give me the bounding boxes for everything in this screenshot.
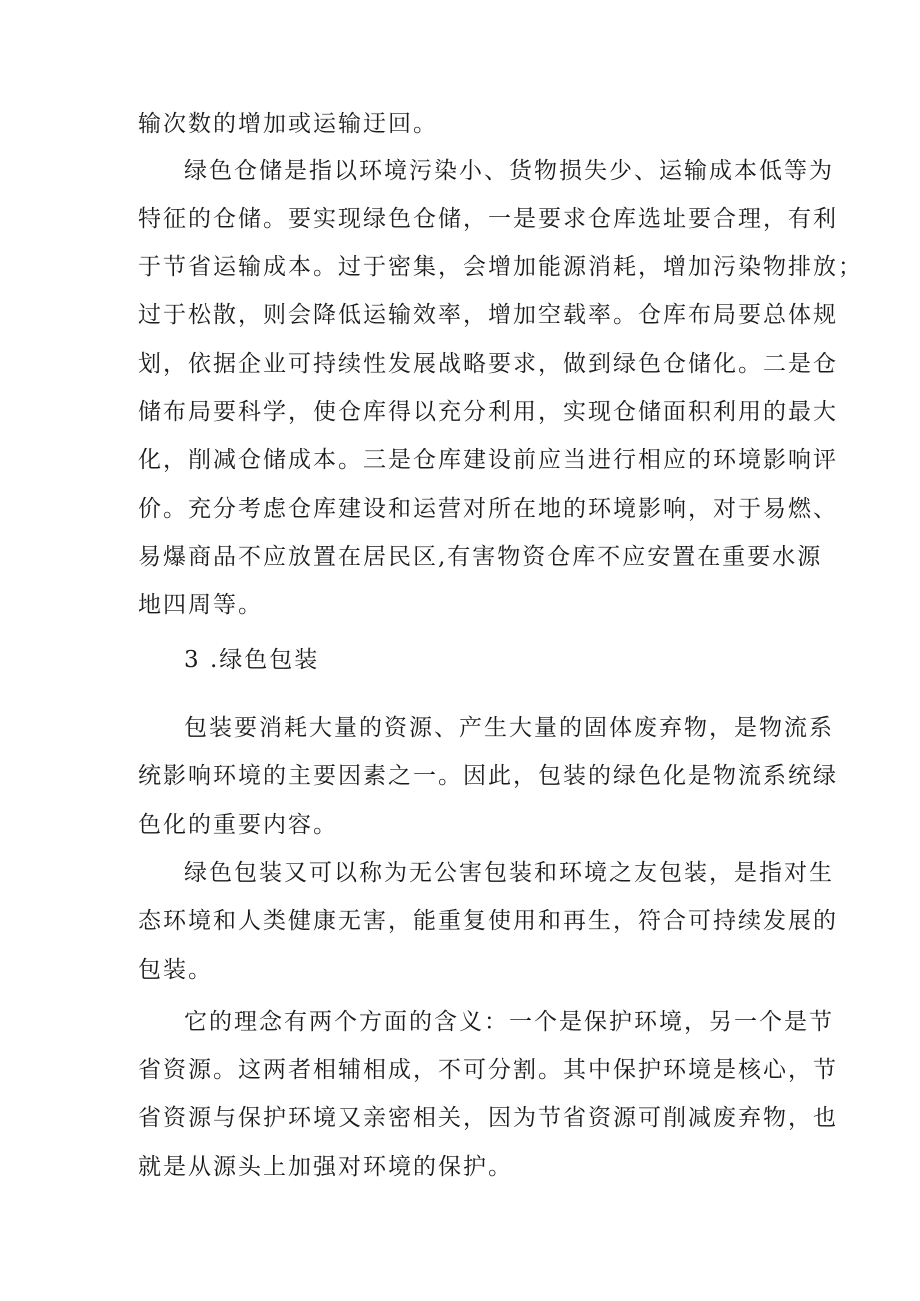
text-line: 态环境和人类健康无害，能重复使用和再生，符合可持续发展的 [138, 908, 838, 934]
text-line: 包装。 [138, 957, 213, 983]
text-line: 绿色包装又可以称为无公害包装和环境之友包装，是指对生 [184, 860, 834, 886]
text-line: 地四周等。 [138, 592, 263, 618]
text-line: 划，依据企业可持续性发展战略要求，做到绿色仓储化。二是仓 [138, 351, 838, 377]
text-line: 绿色仓储是指以环境污染小、货物损失少、运输成本低等为 [184, 158, 834, 184]
text-line: 包装要消耗大量的资源、产生大量的固体废弃物，是物流系 [184, 715, 834, 741]
text-line: 色化的重要内容。 [138, 812, 338, 838]
text-line: 储布局要科学，使仓库得以充分利用，实现仓储面积利用的最大 [138, 399, 838, 425]
text-line: 易爆商品不应放置在居民区,有害物资仓库不应安置在重要水源 [138, 544, 823, 570]
text-line: 统影响环境的主要因素之一。因此，包装的绿色化是物流系统绿 [138, 763, 838, 789]
text-line: 过于松散，则会降低运输效率，增加空载率。仓库布局要总体规 [138, 302, 838, 328]
text-line: 价。充分考虑仓库建设和运营对所在地的环境影响，对于易燃、 [138, 496, 838, 522]
text-line: 特征的仓储。要实现绿色仓储，一是要求仓库选址要合理，有利 [138, 206, 838, 232]
text-line: 化，削减仓储成本。三是仓库建设前应当进行相应的环境影响评 [138, 447, 838, 473]
text-line: 省资源。这两者相辅相成，不可分割。其中保护环境是核心，节 [138, 1057, 838, 1083]
text-line: 就是从源头上加强对环境的保护。 [138, 1154, 513, 1180]
text-line: 它的理念有两个方面的含义：一个是保护环境，另一个是节 [184, 1009, 834, 1035]
text-line: 省资源与保护环境又亲密相关，因为节省资源可削减废弃物，也 [138, 1105, 838, 1131]
text-line: 输次数的增加或运输迂回。 [138, 111, 438, 137]
text-line: 于节省运输成本。过于密集，会增加能源消耗，增加污染物排放； [138, 254, 863, 280]
section-heading: 3 .绿色包装 [184, 647, 320, 673]
